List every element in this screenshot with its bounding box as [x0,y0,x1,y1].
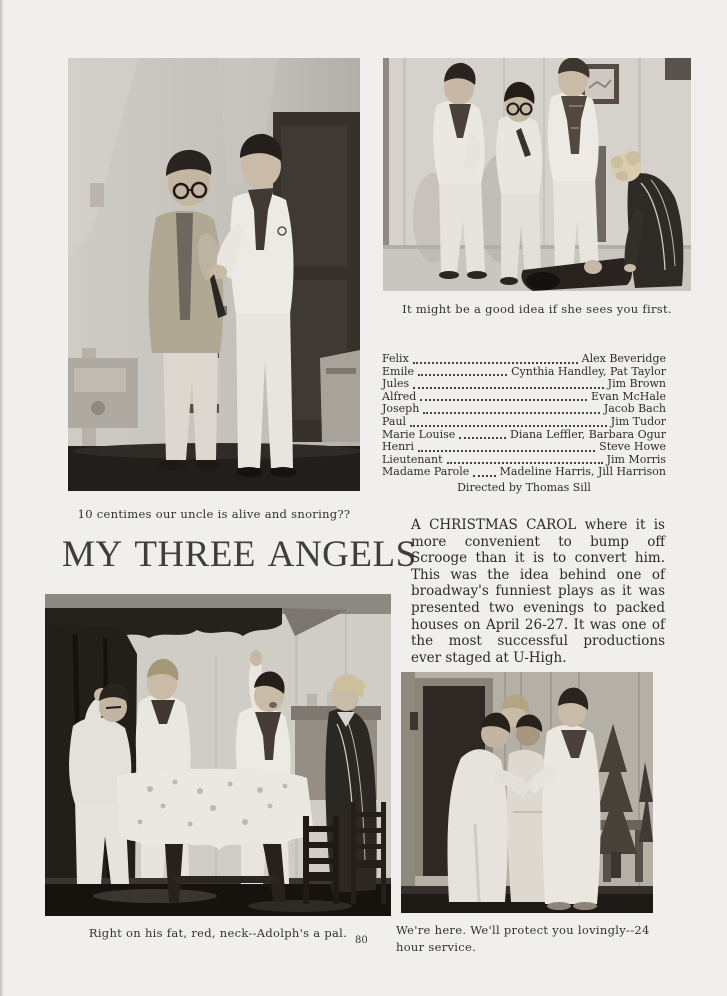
directed-by-credit: Directed by Thomas Sill [457,480,591,494]
page-number: 80 [355,935,368,946]
cast-role: Marie Louise [382,427,456,441]
cast-row [382,466,666,479]
cast-name: Jim Brown [607,377,666,391]
dot-leader [413,362,578,364]
stage-photo-svg [45,594,391,916]
caption-bottom-left: Right on his fat, red, neck--Adolph's a pal. [88,926,348,940]
article-body: where it is more convenient to bump off Scrooge than it is to convert him. This was the idea behind one of broadway's funniest plays as it was presented two evenings to packed houses on April 26-27. It was one of the most successful productions ever staged at U-High. [411,517,665,666]
article-paragraph [411,517,665,666]
stage-photo-svg [68,58,360,491]
caption-top-right: It might be a good idea if she sees you first. [402,302,672,316]
cast-role: Joseph [382,402,420,416]
scan-edge-shadow [0,0,4,996]
cast-row [382,416,666,429]
photo-bottom-right-huddle [401,672,653,913]
dot-leader [423,412,599,414]
cast-role: Madame Parole [382,465,470,479]
dot-leader [418,374,507,376]
cast-name: Madeline Harris, Jill Harrison [499,465,666,479]
photo-bottom-left-table-scene [45,594,391,916]
cast-role: Jules [382,377,410,391]
stage-photo-svg [383,58,691,291]
cast-name: Jim Morris [606,452,666,466]
cast-name: Jacob Bach [603,402,666,416]
cast-row [382,441,666,454]
cast-role: Paul [382,414,407,428]
caption-top-left: 10 centimes our uncle is alive and snoring?? [77,507,351,521]
dot-leader [459,437,506,439]
dot-leader [420,399,587,401]
dot-leader [473,475,495,477]
cast-role: Henri [382,440,414,454]
dot-leader [410,425,607,427]
dot-leader [413,387,604,389]
article-lead-in: A CHRISTMAS CAROL [411,517,577,533]
photo-top-right-group [383,58,691,291]
cast-name: Steve Howe [599,440,666,454]
cast-row [382,378,666,391]
dot-leader [418,450,595,452]
cast-name: Evan McHale [591,389,666,403]
cast-name: Diana Leffler, Barbara Ogur [510,427,666,441]
cast-row [382,353,666,366]
dot-leader [447,462,603,464]
page-title: MY THREE ANGELS [62,534,417,575]
cast-name: Cynthia Handley, Pat Taylor [511,364,666,378]
caption-bottom-right: We're here. We'll protect you lovingly--24 hour service. [396,923,650,954]
cast-name: Alex Beveridge [581,352,666,365]
cast-role: Emile [382,364,415,378]
cast-role: Alfred [382,389,417,403]
cast-list [382,353,666,494]
cast-role: Lieutenant [382,452,443,466]
cast-role: Felix [382,352,409,365]
stage-photo-svg [401,672,653,913]
photo-top-left-two-actors [68,58,360,491]
cast-name: Jim Tudor [610,414,666,428]
